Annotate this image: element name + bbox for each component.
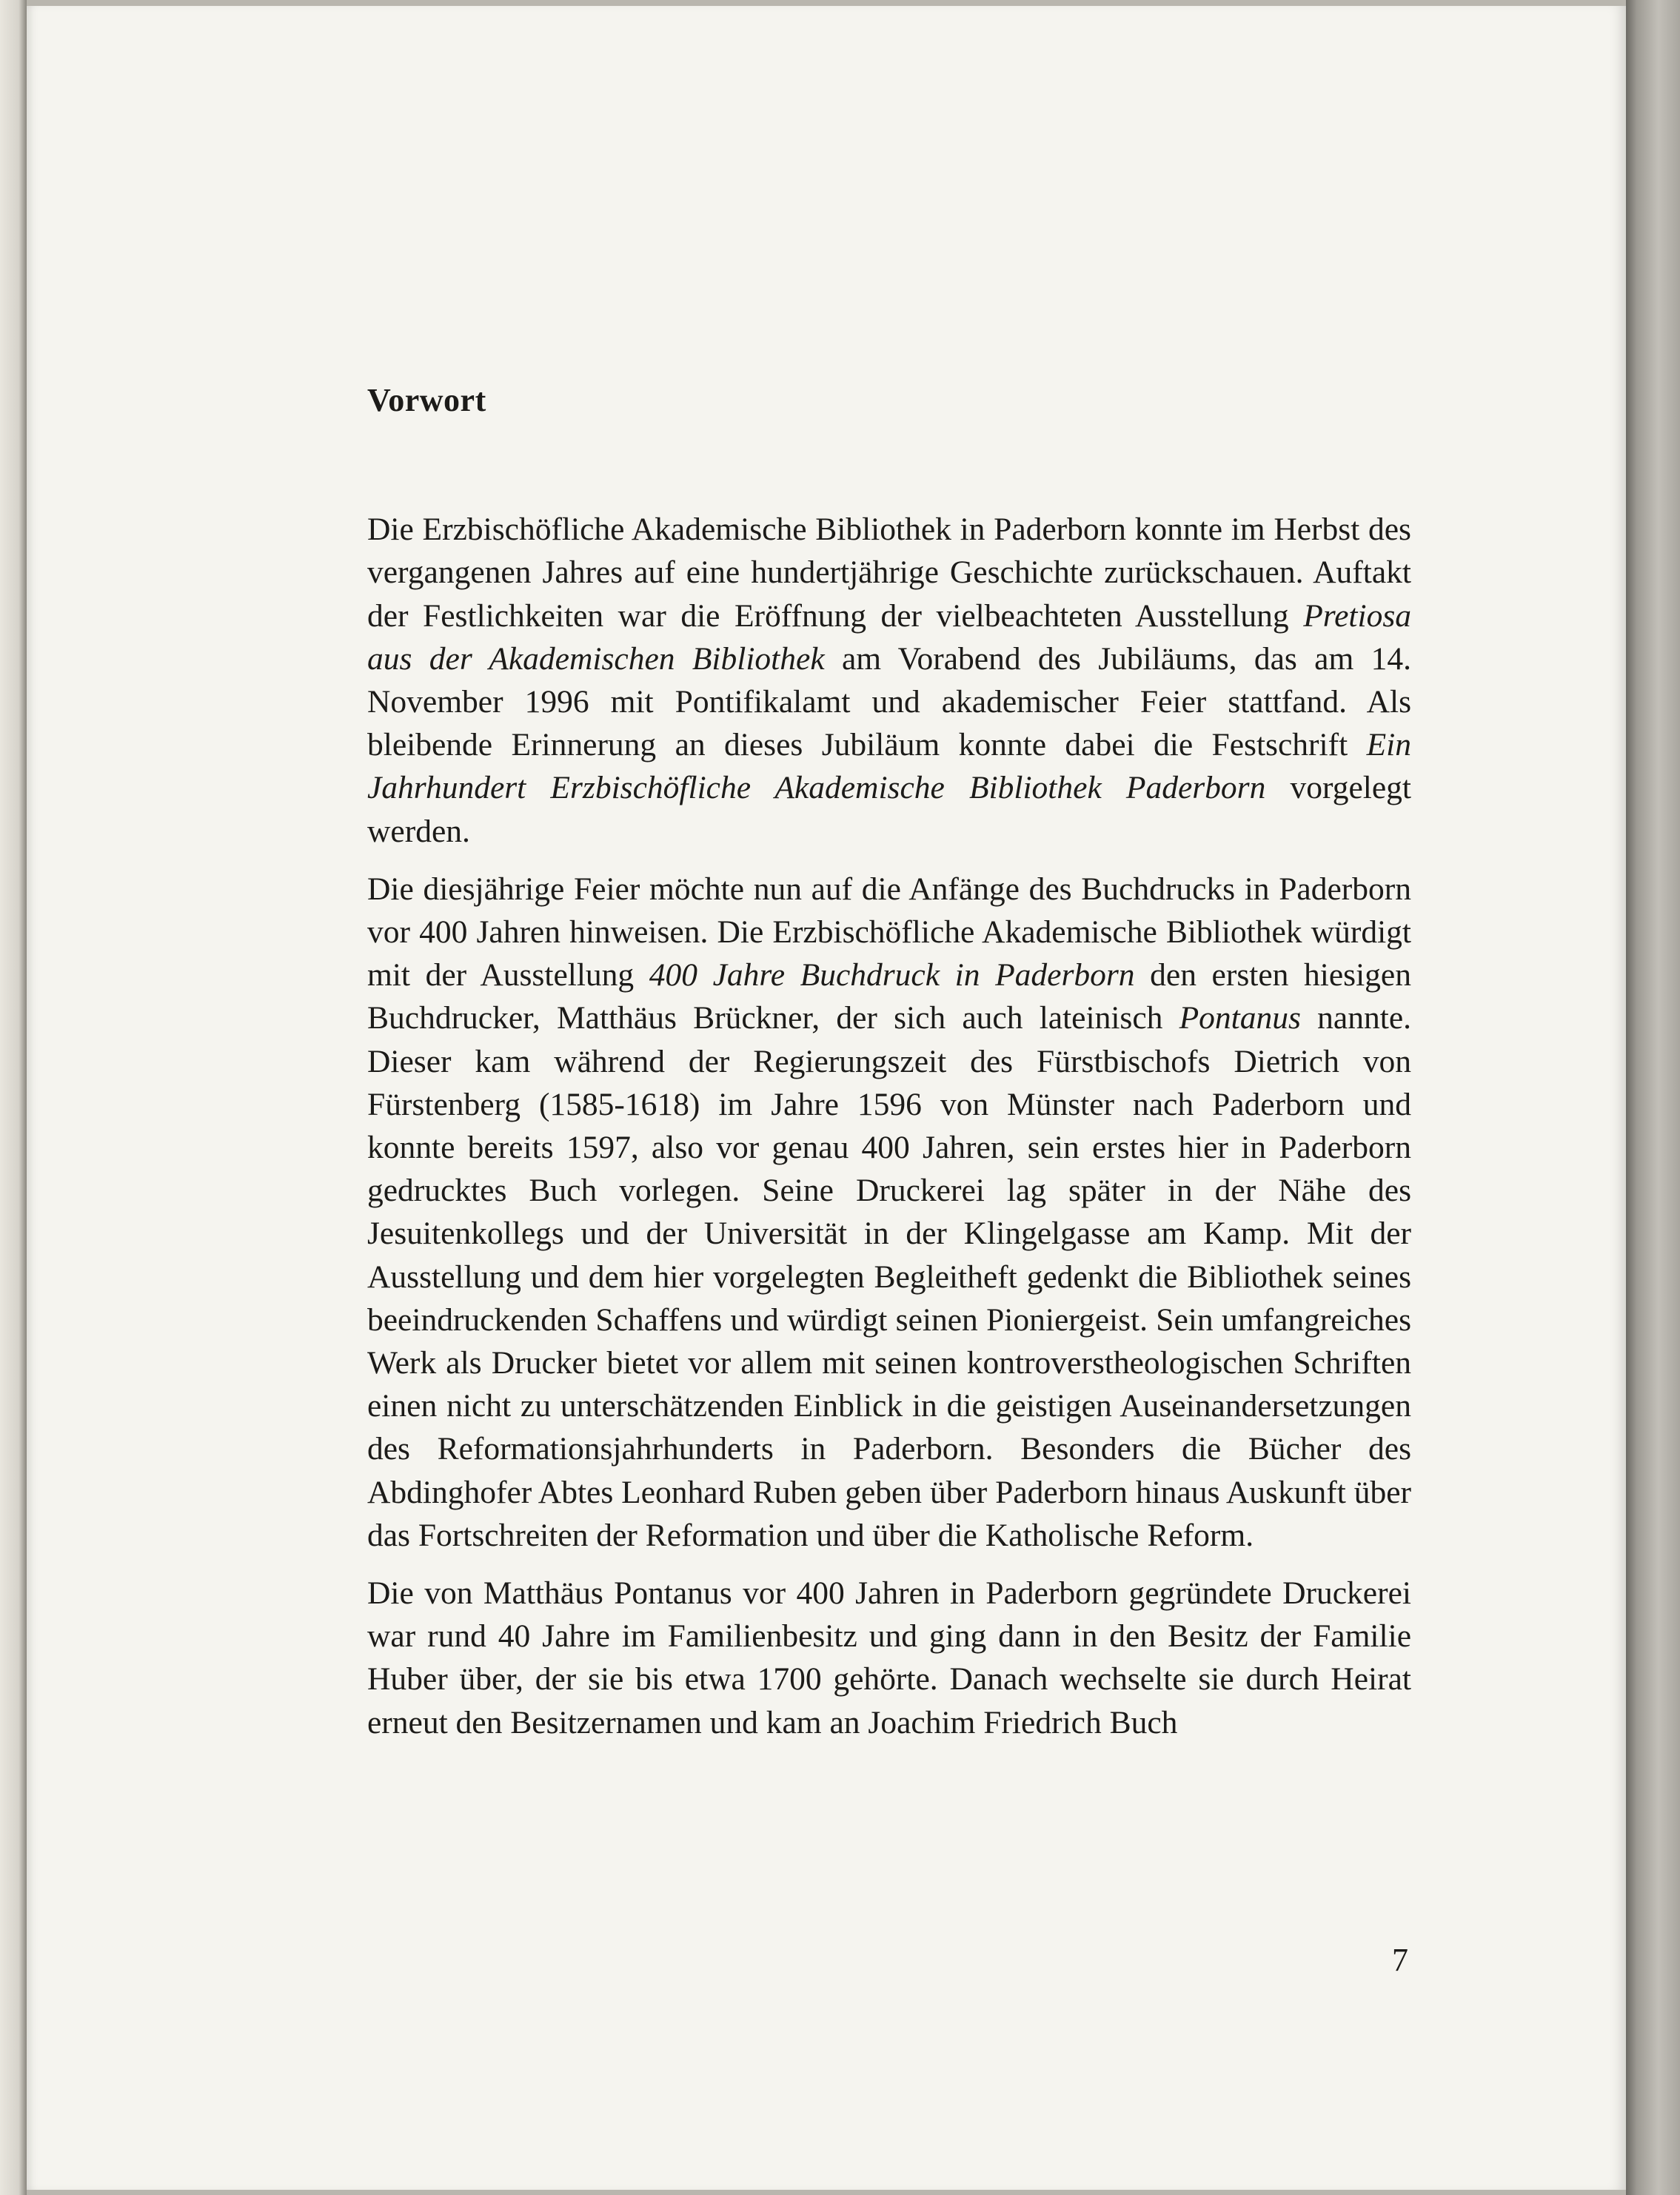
paragraph xyxy=(367,868,1411,1557)
italic-title: 400 Jahre Buchdruck in Paderborn xyxy=(649,957,1135,993)
body-paragraphs xyxy=(367,508,1411,1744)
page-number: 7 xyxy=(1392,1942,1408,1978)
text-run: den ersten hiesigen Buchdrucker, Matthäus Brückner, der sich auch lateinisch xyxy=(367,957,1411,1036)
italic-title: Pontanus xyxy=(1179,1000,1301,1036)
text-run: vorgelegt werden. xyxy=(367,770,1411,849)
facing-page-edge xyxy=(0,0,27,2195)
text-run: Die von Matthäus Pontanus vor 400 Jahren in Paderborn gegründete Druckerei war rund 40 Jahre im Familienbesitz und ging dann in den Besitz der Familie Huber über, der sie bis etwa 1700 gehörte. Danach wechselte sie durch Heirat erneut den Besitzernamen und kam an Joachim Friedrich Buch xyxy=(367,1575,1411,1740)
page-heading: Vorwort xyxy=(367,382,486,418)
text-run: Die diesjährige Feier möchte nun auf die Anfänge des Buchdrucks in Paderborn vor 400 Jahren hinweisen. Die Erzbischöfliche Akademische Bibliothek würdigt mit der Ausstellung xyxy=(367,871,1411,993)
text-run: Die Erzbischöfliche Akademische Bibliothek in Paderborn konnte im Herbst des vergangenen Jahres auf eine hundertjährige Geschichte zurückschauen. Auftakt der Festlichkeiten war die Eröffnung der vielbeachteten Ausstellung xyxy=(367,512,1411,634)
italic-title: Pretiosa aus der Akademischen Bibliothek xyxy=(367,597,1411,677)
paragraph xyxy=(367,1572,1411,1744)
page-stack-edge xyxy=(1626,0,1680,2195)
italic-title: Ein Jahrhundert Erzbischöfliche Akademische Bibliothek Paderborn xyxy=(367,727,1411,806)
paragraph xyxy=(367,508,1411,853)
text-run: am Vorabend des Jubiläums, das am 14. November 1996 mit Pontifikalamt und akademischer Feier stattfand. Als bleibende Erinnerung an dieses Jubiläum konnte dabei die Festschrift xyxy=(367,640,1411,763)
text-column xyxy=(367,379,1411,1759)
text-run: nannte. Dieser kam während der Regierungszeit des Fürstbischofs Dietrich von Fürstenberg (1585-1618) im Jahre 1596 von Münster nach Paderborn und konnte bereits 1597, also vor genau 400 Jahren, sein erstes hier in Paderborn gedrucktes Buch vorlegen. Seine Druckerei lag später in der Nähe des Jesuitenkollegs und der Universität in der Klingelgasse am Kamp. Mit der Ausstellung und dem hier vorgelegten Begleitheft gedenkt die Bibliothek seines beeindruckenden Schaffens und würdigt seinen Pioniergeist. Sein umfangreiches Werk als Drucker bietet vor allem mit seinen kontroverstheologischen Schriften einen nicht zu unterschätzenden Einblick in die geistigen Auseinandersetzungen des Reformationsjahrhunderts in Paderborn. Besonders die Bücher des Abdinghofer Abtes Leonhard Ruben geben über Paderborn hinaus Auskunft über das Fortschreiten der Reformation und über die Katholische Reform. xyxy=(367,1000,1411,1553)
